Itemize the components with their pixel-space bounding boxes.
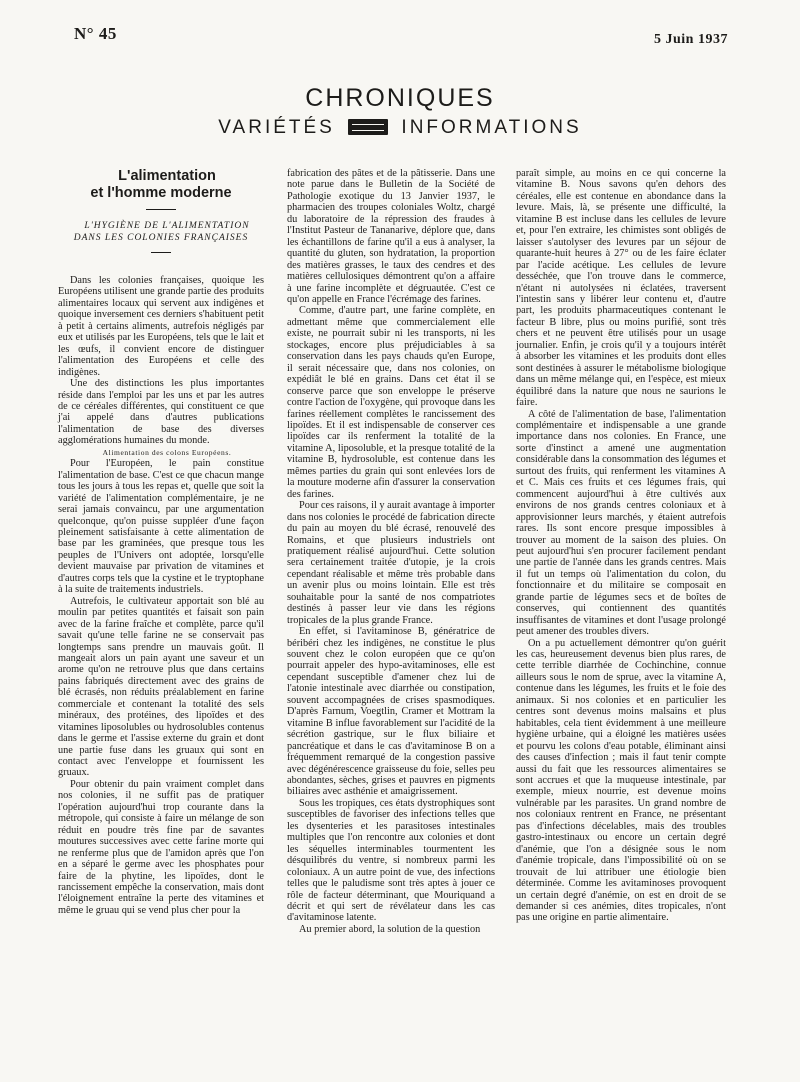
column-3 — [516, 168, 726, 924]
title-divider — [146, 209, 176, 210]
paragraph: fabrication des pâtes et de la pâtisserie. Dans une note parue dans le Bulletin de la Société de Pathologie exotique du 13 Janvier 1937, le pharmacien des troupes coloniales Woltz, chargé du laboratoire de la répression des fraudes à l'Institut Pasteur de Tananarive, déplore que, dans les échantillons de farine qu'il a eus à analyser, la quantité du gluten, son hydratation, la proportion des matières grasses, le taux des cendres et des matières cellulosiques démontrent qu'on a affaire à une farine incomplète et dégruautée. C'est ce qu'on appelle en France l'écrémage des farines. — [287, 168, 495, 305]
paragraph: Pour obtenir du pain vraiment complet dans nos colonies, il ne suffit pas de pratiquer l'opération aujourd'hui trop courante dans la métropole, qui consiste à faire un mélange de son réduit en poudre très fine par de savantes moutures successives avec cette farine morte qui ne renferme plus que de l'amidon après que l'on en a séparé le germe avec les phosphates pour faire de la phytine, les lipoïdes, dont le rancissement empêche la conservation, mais dont l'éloignement entraîne la perte des vitamines et même le gruau qui se vend plus cher pour la — [58, 778, 264, 916]
masthead-subtitle — [0, 117, 800, 139]
paragraph: Dans les colonies françaises, quoique les Européens utilisent une grande partie des produits alimentaires locaux qui servent aux indigènes et quoique inversement ces derniers s'habituent petit à petit à certains aliments, autrefois négligés par eux et utilisés par les Européens, tels que le lait et les œufs, il convient encore de distinguer l'alimentation des Européens et celle des indigènes. — [58, 275, 264, 378]
paragraph: paraît simple, au moins en ce qui concerne la vitamine B. Nous savons qu'en dehors des céréales, elle est contenue en abondance dans la levure. Mais, là, se présente une difficulté, la vitamine B est incluse dans les cellules de levure et, pour l'en extraire, les chimistes sont obligés de laisser s'autolyser des levures par un séjour de quarante-huit heures à 27° ou de les faire éclater par l'acide acétique. Les cellules de levure desséchée, que l'on trouve dans le commerce, n'étant ni autolysées ni éclatées, traversent l'intestin sans y libérer leur contenu et, d'autre part, les produits pharmaceutiques contenant le facteur B libre, plus ou moins purifié, sont très chers et ne peuvent être utilisés pour un usage journalier. Enfin, je crois qu'il y a toujours intérêt à absorber les vitamines et les produits dont elles sont destinées à assurer le métabolisme biologique dans un même mélange qui, en l'espèce, est mieux équilibré dans la nature que nous ne saurions le faire. — [516, 168, 726, 409]
paragraph: Comme, d'autre part, une farine complète, en admettant même que commercialement elle existe, ne pourrait subir ni les transports, ni les stockages, encore plus préjudiciables à sa conservation dans les pays chauds qu'en Europe, il serait nécessaire que, dans nos colonies, on expédiât le blé en grains. Dans cet état il se conserve parce que son enveloppe le préserve contre l'action de l'oxygène, qui provoque dans les farines réellement complètes le rancissement des lipoïdes. Et il est indispensable de conserver ces lipoïdes car ils renferment la totalité de la vitamine A, liposoluble, et la presque totalité de la vitamine B, hydrosoluble, est contenue dans les mêmes parties du grain qui sont enlevées lors de la mouture moderne afin d'assurer la conservation des farines. — [287, 305, 495, 500]
paragraph: Pour ces raisons, il y aurait avantage à importer dans nos colonies le procédé de fabrication directe du pain au moyen du blé écrasé, renouvelé des Romains, et que plusieurs industriels ont pratiquement réalisé aujourd'hui. Cette solution sera certainement traitée d'utopie, je la crois cependant réalisable et même très probable dans un avenir plus ou moins lointain. Elle est très souhaitable pour la santé de nos compatriotes destinés à passer leur vie dans les régions tropicales de la plus grande France. — [287, 500, 495, 626]
masthead-right-word: INFORMATIONS — [401, 117, 582, 138]
column-2 — [287, 168, 495, 935]
article-title — [58, 168, 264, 202]
column-1 — [58, 168, 264, 916]
masthead-title: CHRONIQUES — [305, 84, 495, 112]
subtitle-divider — [151, 252, 171, 253]
paragraph: En effet, si l'avitaminose B, génératrice de béribéri chez les indigènes, ne constitue le plus souvent chez le colon européen que ce qu'on pourrait appeler des hypo-avitaminoses, elle est cependant susceptible d'amener chez lui de l'atonie intestinale avec diarrhée ou constipation, souvent accompagnées de crises spasmodiques. D'après Farnum, Voegtlin, Cramer et Mottram la vitamine B influe favorablement sur l'acidité de la sécrétion gastrique, sur le flux biliaire et pancréatique et dans le cas d'avitaminose B on a fréquemment remarqué de la congestion passive avec dégénérescence graisseuse du foie, selles peu abondantes, sèches, grises et pauvres en pigments biliaires avec asthénie et amaigrissement. — [287, 626, 495, 798]
paragraph: A côté de l'alimentation de base, l'alimentation complémentaire et indispensable a une grande importance dans nos colonies. En France, une sorte d'instinct a amené une augmentation considérable dans la consommation des légumes et surtout des fruits, qui renferment les vitamines A et C. Mais ces fruits et ces légumes frais, qui commencent aujourd'hui à être cultivés aux environs de nos grands centres coloniaux et à approvisionner leurs marchés, y étaient autrefois rares. Ils sont encore presque impossibles à trouver au moment de la saison des pluies. On peut aujourd'hui s'en procurer facilement pendant une partie de l'année dans les grands centres. Mais il fut un temps où l'alimentation du colon, du fonctionnaire et du militaire se composait en grande partie de légumes secs et de boîtes de conserves, qui contiennent des quantités insuffisantes de vitamines et dont l'usage prolongé peut amener des troubles divers. — [516, 408, 726, 638]
section-heading: Alimentation des colons Européens. — [102, 447, 232, 457]
article-subtitle-line2: DANS LES COLONIES FRANÇAISES — [73, 233, 249, 243]
masthead-left-word: VARIÉTÉS — [218, 117, 335, 138]
paragraph: Autrefois, le cultivateur apportait son blé au moulin par petites quantités et faisait son pain avec de la farine fraîche et complète, parce qu'il savait qu'une telle farine ne se conservait pas longtemps sans prendre un mauvais goût. Il mangeait alors un pain ayant une saveur et un arome qu'on ne retrouve plus que dans certains pains fabriqués directement avec des grains de blé écrasés, non réduits préalablement en farine commerciale et contenant la totalité des sels minéraux, des protéines, des lipoïdes et des vitamines liposolubles ou hydrosolubles contenus dans le germe et l'assise externe du grain et dont une partie fuse dans les gruaux qui sont en contact avec l'enveloppe et fournissent les gruaux. — [58, 595, 264, 779]
paragraph: Une des distinctions les plus importantes réside dans l'emploi par les uns et par les autres de ce céréales différentes, qui constituent ce que j'ai appelé dans d'autres publications l'alimentation de base des diverses agglomérations humaines du monde. — [58, 378, 264, 447]
paragraph: Sous les tropiques, ces états dystrophiques sont susceptibles de favoriser des infections telles que les dysenteries et les parasitoses intestinales multiples que l'on rencontre aux colonies et dont les séquelles interminables tourmentent les désquilibrés du ventre, si nombreux parmi les coloniaux. A un autre point de vue, des infections telles que le paludisme sont très aptes à jouer ce rôle de facteur déterminant, que Mouriquand a décrit et qui sert de révélateur dans les cas d'avitaminose latente. — [287, 797, 495, 924]
paragraph: Au premier abord, la solution de la question — [299, 923, 481, 935]
ornament-icon — [348, 119, 388, 135]
article-subtitle — [58, 220, 264, 244]
issue-number: N° 45 — [74, 24, 117, 43]
article-title-line1: L'alimentation — [118, 168, 216, 184]
paragraph: Pour l'Européen, le pain constitue l'alimentation de base. C'est ce que chacun mange tous les jours à tous les repas et, quelle que soit la variété de l'alimentation complémentaire, je ne serai jamais convaincu, par une argumentation quelconque, qu'on puisse suppléer d'une façon pleinement satisfaisante à cette alimentation de base par les graminées, que presque tous les peuples de l'Univers ont adoptée, lorsqu'elle devient mauvaise par privation de vitamines et d'autres corps tels que la cystine et le tryptophane à la suite de traitements industriels. — [58, 458, 264, 596]
article-title-line2: et l'homme moderne — [90, 185, 232, 201]
article-subtitle-line1: L'HYGIÈNE DE L'ALIMENTATION — [84, 221, 250, 231]
paragraph: On a pu actuellement démontrer qu'on guérit les cas, heureusement devenus bien plus rares, de cette terrible diarrhée de Cochinchine, connue ailleurs sous le nom de sprue, avec la vitamine A, contenue dans les légumes, les fruits et le foie des animaux. Si nos colonies et en particulier les centres sont devenus moins malsains et plus habitables, cela tient évidemment à une meilleure hygiène urbaine, qui a éloigné les matières usées et pourvu les colons d'eau potable, éliminant ainsi des causes d'infection ; mais il faut tenir compte aussi du fait que les ressources alimentaires se sont accrues et que la muqueuse intestinale, par exemple, mieux nourrie, est devenue moins vulnérable par les parasites. Un grand nombre de nos coloniaux rentrent en France, ne présentant pas d'infections décelables, mais des troubles gastro-intestinaux ou encore un certain degré d'anémie, que l'on a désignée sous le nom d'anémie tropicale, dans l'impossibilité où on se trouvait de lui attribuer une étiologie bien déterminée. Comme les avitaminoses provoquent un certain degré d'anémie, on est en droit de se demander si ces anémies, dites tropicales, n'ont pas une origine en partie alimentaire. — [516, 637, 726, 924]
issue-date: 5 Juin 1937 — [654, 32, 728, 47]
